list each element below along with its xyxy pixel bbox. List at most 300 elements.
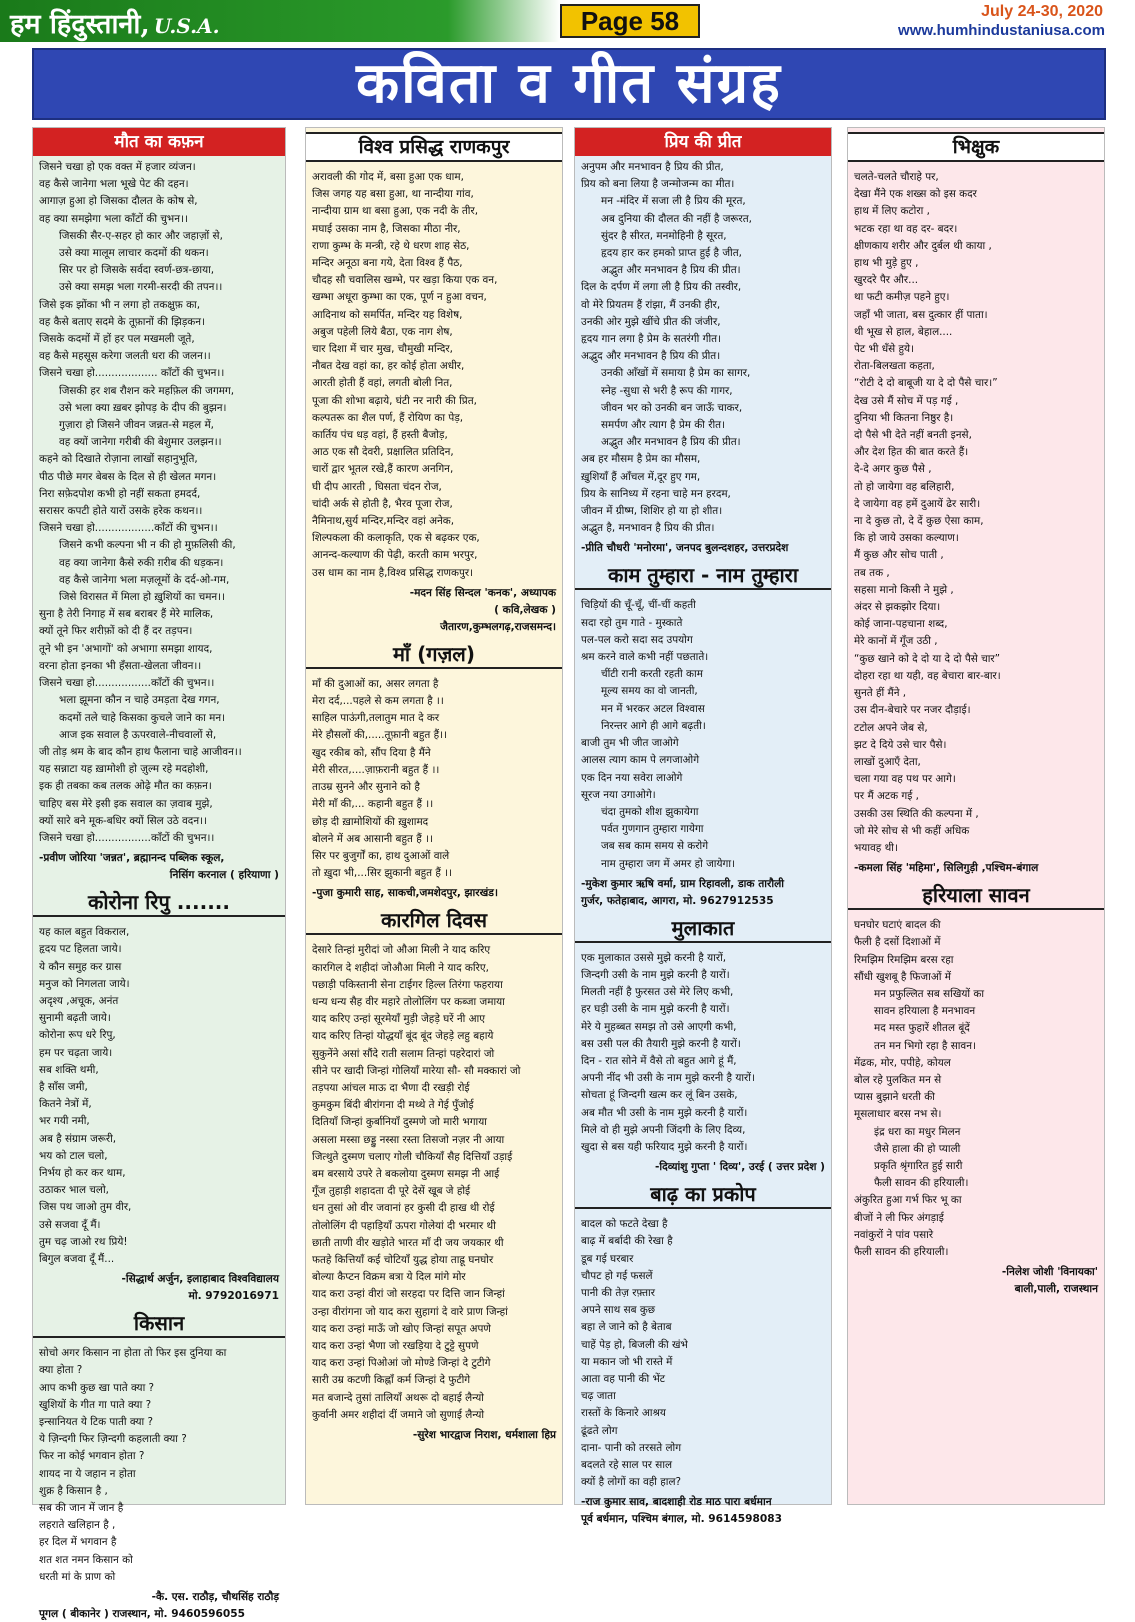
poem-line: मेंढक, मोर, पपीहे, कोयल [854, 1056, 951, 1069]
poem-line: अद्भुत और मनभावन है प्रिय की प्रीत। [601, 264, 741, 277]
poem-line: जिसे इक झोंका भी न लगा हो तकक्षुफ़ का, [39, 298, 201, 311]
poem-line: रोता-बिलखता कहता, [854, 360, 935, 373]
poem-line: पानी की तेज़ रफ़्तार [581, 1286, 655, 1299]
poem-line: तो हो जायेगा वह बलिहारी, [854, 480, 955, 493]
poem-line: क्षीणकाय शरीर और दुर्बल थी काया , [854, 239, 992, 252]
poem-line: इक ही तबका कब तलक ओढ़े मौत का कफ़न। [39, 780, 212, 793]
poem-line: ताउम्र सुनने और सुनाने को है [312, 781, 420, 794]
poem-line: छोड़ दी ख़ामोशियों की ख़ुशामद [312, 815, 429, 828]
poem-line: बिगुल बजवा दूँ मैं... [39, 1252, 115, 1265]
poem-line: अदृश्य ,अचूक, अनंत [39, 994, 119, 1007]
poem-line: अंकुरित हुआ गर्भ फिर भू का [854, 1194, 962, 1207]
poem-line: बदलते रहे साल पर साल [581, 1459, 673, 1471]
poem-credit: -मुकेश कुमार ऋषि वर्मा, ग्राम रिहावली, डाक तारौली [581, 877, 785, 890]
poem-line: अरावली की गोद में, बसा हुआ एक धाम, [312, 171, 464, 183]
poem-line: कितने नेत्रों में, [39, 1098, 92, 1111]
poem-line: कल्पतरू का शैल पर्ण, हैं रोयिण का पेड़, [312, 411, 464, 424]
poem-credit: -दिव्यांशु गुप्ता ' दिव्य', उरई ( उत्तर प्रदेश ) [655, 1161, 825, 1174]
poem-line: उस दीन-बेचारे पर नजर दौड़ाई। [854, 704, 971, 717]
poem-line: मिले वो ही मुझे अपनी जिंदगी के लिए दिव्य, [581, 1123, 746, 1136]
poem-line: खुरदरे पैर और... [854, 274, 919, 287]
poem-line: घनघोर घटाएं बादल की [854, 919, 941, 932]
poem-line: याद करा उन्हां भैणा जो रखड़िया दे टुट्टे सुपणे [312, 1339, 479, 1352]
poem-credit: -पुजा कुमारी साह, साकची,जमशेदपुर, झारखंड। [312, 887, 498, 900]
brand-band [0, 0, 560, 42]
poem-line: भय को टाल चलो, [39, 1149, 108, 1162]
poem-line: वह क्या जानेगा कैसे रुकी ग़रीब की धड़कन। [59, 556, 224, 569]
poem-line: साहिल पाऊंगी,तलातुम मात दे कर [312, 712, 440, 725]
poem-line: मन -मंदिर में सजा ली है प्रिय की मूरत, [601, 195, 746, 208]
poem-line: कुर्वानी अमर शहीदां दीं जमाने जो सुणाई लैन्यो [312, 1408, 485, 1421]
poem-line: अनुपम और मनभावन है प्रिय की प्रीत, [581, 161, 724, 173]
poem-line: जीवन भर को उनकी बन जाऊँ चाकर, [601, 401, 743, 414]
poem-line: अद्भुत और मनभावन है प्रिय की प्रीत। [601, 436, 741, 449]
poem-line: कदमों तले चाहे किसका कुचले जाने का मन। [59, 711, 226, 724]
poem-line: सब शक्ति थमी, [39, 1063, 99, 1076]
poem-line: दे जायेगा वह हमें दुआयें ढेर सारी। [854, 497, 981, 510]
poem-line: आनन्द-कल्याण की पेढ़ी, करती काम भरपुर, [312, 549, 478, 562]
poem-line: मूल्य समय का वो जानती, [601, 685, 698, 698]
brand-suffix: U.S.A. [153, 14, 220, 38]
poem-line: जिस पथ जाओ तुम वीर, [39, 1201, 132, 1214]
poem-credit: -प्रवीण जोरिया 'जन्नत', ब्रह्मानन्द पब्लिक स्कूल, [39, 852, 225, 865]
poem-line: बोलने में अब आसानी बहुत हैं ।। [312, 832, 433, 845]
poem-line: रास्तों के किनारे आश्रय [581, 1407, 666, 1420]
poem-line: पछाड़ी पकिस्तानी सेना टाईगर हिल्ल तिरंगा फहराया [312, 978, 503, 991]
poem-line: ढूंढते लोग [581, 1424, 618, 1437]
poem-credit: गुर्जर, फतेहाबाद, आगरा, मो. 9627912535 [581, 894, 774, 907]
poem-line: मनुज को निगलता जाये। [39, 977, 130, 990]
poem-line: मैं कुछ और सोच पाती , [854, 549, 944, 562]
poem-line: जो मेरे सोच से भी कहीं अधिक [854, 824, 970, 837]
poem-line: जिसने चखा हो..................काँटों की चुभन।। [39, 522, 218, 535]
poem-line: चार दिशा में चार मुख, चौमुखी मन्दिर, [312, 343, 453, 356]
poem-line: चौपट हो गई फसलें [581, 1269, 653, 1282]
poem-title: कारगिल दिवस [306, 907, 562, 935]
poem-line: चींटी रानी करती रहती काम [601, 668, 703, 681]
poem-line: गूँज तुहाड़ी शहादता दी पूरे देसें खूब जे होई [312, 1185, 471, 1198]
poem-line: टटोल अपने जेब से, [854, 721, 928, 734]
poem-line: पल-पल करो सदा सद उपयोग [581, 633, 693, 646]
poem-credit: जैतारण,कुम्भलगढ़,राजसमन्द। [440, 620, 556, 633]
poem-line: चिड़ियों की चूँ-चूँ, चीं-चीं कहती [581, 599, 696, 612]
poem-line: प्यास बुझाने धरती की [854, 1091, 935, 1104]
poem-body [575, 594, 831, 874]
poem-line: चारों द्वार भूतल रखे,हैं कारण अनगिन, [312, 463, 454, 476]
poem-title: प्रिय की प्रीत [575, 128, 831, 156]
poem-body [575, 1213, 831, 1493]
poem-line: पेट भी धँसे हुये। [854, 343, 914, 356]
poem-title: बाढ़ का प्रकोप [575, 1181, 831, 1209]
poem-line: बीजों ने ली फिर अंगड़ाई [854, 1211, 944, 1224]
poem-line: “रोटी दे दो बाबूजी या दे दो पैसे चार।” [854, 377, 998, 390]
poem-line: मिलती नहीं है फुरसत उसे मेरे लिए कभी, [581, 986, 734, 999]
masthead [0, 0, 1135, 42]
poem-line: पीठ पीछे मगर बेबस के दिल से ही खेलत मगन। [39, 470, 217, 483]
poem-line: प्रिय को बना लिया है जन्मोजन्म का मीत। [581, 178, 735, 191]
poem-line: खुद रकीब को, सौंप दिया है मैंने [312, 746, 431, 759]
poem-line: ये कौन समुह कर ग्रास [39, 960, 122, 973]
poem-line: अब मौत भी उसी के नाम मुझे करनी है यारों। [581, 1106, 748, 1119]
poem-line: सोचता हूं जिन्दगी खत्म कर लूं बिन उसके, [581, 1089, 738, 1102]
poem-line: आज इक सवाल है ऊपरवाले-नीचवालों से, [59, 728, 217, 741]
column-1 [32, 127, 286, 1621]
poem-line: जब सब काम समय से करोगे [601, 840, 709, 853]
poem-line: धरती मां के प्राण को [39, 1570, 116, 1583]
poem-line: उनकी ओर मुझे खींचे प्रीत की जंजीर, [581, 315, 721, 328]
poem-body [33, 1342, 285, 1588]
poem-line: वह कैसे बताए सदमे के तूफ़ानों की झिड़कन। [39, 315, 205, 328]
poem-line: उन्हा वीरांगना जो याद करा सुहागां दे वारे प्राण जिन्हां [312, 1305, 508, 1318]
poem-line: सौंधी खुशबू है फिजाओं में [854, 970, 951, 983]
poem-body [306, 939, 562, 1426]
poem-title: किसान [33, 1310, 285, 1338]
poem-body [33, 921, 285, 1270]
poem-line: समर्पण और त्याग है प्रेम की रीत। [601, 419, 726, 432]
section-banner: कविता व गीत संग्रह [32, 48, 1106, 120]
poem-body [848, 166, 1104, 859]
poem-line: तो ख़ुदा भी,...सिर झुकानी बहुत हैं ।। [312, 867, 453, 880]
poem-line: बाजी तुम भी जीत जाओगे [581, 737, 679, 750]
poem-line: दितियाँ जिन्हां कुर्बानियाँ दुस्मणे जो मारी भगाया [312, 1116, 487, 1129]
poem-title: विश्व प्रसिद्ध राणकपुर [306, 132, 562, 162]
poem-credit: -राज कुमार साव, बादशाही रोड माठ पारा बर्धमान [581, 1496, 772, 1509]
poem-line: आलस त्याग काम पे लगजाओगे [581, 754, 700, 767]
poem-line: हर घड़ी उसी के नाम मुझे करनी है यारों। [581, 1003, 730, 1016]
poem-line: स्नेह -सुधा से भरी है रूप की गागर, [601, 384, 733, 397]
poem-line: मूसलाधार बरस नभ से। [854, 1108, 942, 1121]
poem-line: हम पर चढ़ता जाये। [39, 1046, 113, 1059]
poem-line: रिमझिम रिमझिम बरस रहा [854, 953, 954, 966]
poem-line: लहराते खलिहान है , [39, 1519, 116, 1532]
poem-line: मत बजान्दे तुसां तालियाँ अथरू दो बहाई लैन्यो [312, 1391, 484, 1404]
poem-line: उस धाम का नाम है,विश्व प्रसिद्ध राणकपुर। [312, 566, 474, 579]
poem-line: फिर ना कोई भगवान होता ? [39, 1450, 145, 1463]
poem-line: सीने पर खादी जिन्हां गोलियाँ मारेया सौ- सौ मक्कारां जो [312, 1064, 521, 1077]
poem-line: है साँस जमी, [39, 1080, 88, 1093]
brand-logo [10, 4, 220, 41]
poem-line: डूब गई घरबार [581, 1252, 634, 1265]
poem-line: जिसे विरासत में मिला हो ख़ुशियों का चमन।। [59, 591, 226, 604]
poem-line: उसे भला क्या ख़बर झोपड़ के दीप की बुझन। [59, 401, 227, 414]
poem-line: हाथ भी मुड़े हुए , [854, 257, 919, 270]
poem-line: याद करा उन्हां वीरां जो सरहदा पर दित्ति जान जिन्हां [312, 1288, 505, 1301]
poem-title: मौत का कफ़न [33, 128, 285, 156]
poem-line: अब दुनिया की दौलत की नहीं है जरूरत, [601, 212, 752, 225]
poem-line: कि हो जाये उसका कल्याण। [854, 532, 959, 545]
poem-title: माँ (गज़ल) [306, 641, 562, 669]
poem-line: क्या होता ? [39, 1364, 83, 1377]
poem-line: बम बरसाये उपरे ते बकलोया दुस्मण समझ नी आई [312, 1167, 500, 1180]
poem-credit: निसिंग करनाल ( हरियाणा ) [169, 869, 279, 882]
poem-body [33, 156, 285, 849]
poem-line: घी दीप आरती , घिसता चंदन रोज, [312, 480, 442, 493]
poem-line: सरासर कपटी होते यारों उसके हरेक कथन।। [39, 505, 203, 518]
poem-title: हरियाला सावन [848, 882, 1104, 910]
poem-line: जिसने कभी कल्पना भी न की हो मुफ़लिसी की, [59, 539, 236, 552]
poem-line: क्यों तूने फिर शरीफ़ों को दी हैं दर तड़पन। [39, 625, 193, 638]
poem-line: उसे क्या समझ भला गरमी-सरदी की तपन।। [59, 281, 223, 294]
poem-body [575, 947, 831, 1158]
poem-line: यह काल बहुत विकराल, [39, 926, 130, 939]
poem-line: वरना होता इनका भी हँसता-खेलता जीवन।। [39, 659, 202, 672]
poem-line: यह सन्नाटा यह ख़ामोशी हो ज़ुल्म रहे मदहोशी, [39, 763, 209, 776]
poem-line: बस उसी पल की तैयारी मुझे करनी है यारों। [581, 1037, 741, 1050]
poem-line: कहने को दिखाते रोज़ाना लाखों सहानुभूति, [39, 453, 198, 466]
poem-title: काम तुम्हारा - नाम तुम्हारा [575, 562, 831, 590]
poem-line: खम्भा अधूरा कुम्भा का एक, पूर्ण न हुआ वचन, [312, 291, 487, 304]
poem-line: कार्तिय पंच धड़ वहां, हैं हस्ती बैजोड़, [312, 429, 448, 442]
poem-line: या मकान जो भी रास्ते में [581, 1355, 673, 1368]
poem-line: मन्दिर अनूठा बना गये, देता विश्व हैं पैठ, [312, 257, 463, 270]
poem-line: वह क्या समझेगा भला काँटों की चुभन।। [39, 212, 188, 225]
poem-credit: -कमला सिंह 'महिमा', सिलिगुड़ी ,पश्चिम-बंगाल [854, 862, 1039, 875]
poem-line: सुना है तेरी निगाह में सब बराबर हैं मेरे मालिक, [39, 608, 214, 621]
poem-line: वह कैसे महसूस करेगा जलती धरा की जलन।। [39, 350, 211, 363]
poem-line: इन्सानियत ये टिक पाती क्या ? [39, 1416, 154, 1428]
poem-line: अबुज पहेली लिये बैठा, एक नाग शेष, [312, 325, 453, 338]
poem-credit: ( कवि,लेखक ) [494, 603, 556, 616]
poem-line: कुमकुम बिंदी बीरांगना दी मथ्थे ते गेई पुँजोई [312, 1099, 474, 1112]
poem-line: अंदर से झकझोर दिया। [854, 601, 941, 614]
poem-line: सहसा मानो किसी ने मुझे , [854, 583, 954, 596]
poem-line: आरती होती हैं वहां, लगती बोली नित, [312, 377, 453, 390]
poem-line: जित्थुते दुस्मण चलाए गोली चौकियाँ सैह दित्तियाँ उड़ाई [312, 1150, 513, 1163]
poem-line: चाहें पेड़ हो, बिजली की खंभे [581, 1338, 688, 1351]
poem-line: अब हर मौसम है प्रेम का मौसम, [581, 453, 701, 466]
poem-line: उनकी आँखों में समाया है प्रेम का सागर, [601, 367, 751, 380]
poem-line: राणा कुम्भ के मन्त्री, रहे थे धरण शाह सेठ, [312, 239, 470, 252]
poem-line: उठाकर भाल चलो, [39, 1184, 109, 1197]
poem-title: मुलाकात [575, 915, 831, 943]
poem-line: “कुछ खाने को दे दो या दे दो पैसे चार” [854, 652, 1001, 665]
poem-line: क्यों है लोगों का वही हाल? [581, 1476, 682, 1489]
poem-line: बादल को फटते देखा है [581, 1218, 668, 1231]
poem-line: तड़पया आंचल माऊ दा भैणा दी रखड़ी रोई [312, 1081, 470, 1094]
poem-line: अपने साथ सब कुछ [581, 1304, 656, 1317]
poem-line: फैली है दसों दिशाओं में [854, 936, 941, 949]
poem-line: नाम तुम्हारा जग में अमर हो जायेगा। [601, 857, 735, 870]
poem-line: चौदह सौ चवालिस खम्भे, पर खड़ा किया एक वन, [312, 274, 498, 287]
poem-line: हृदय पट हिलता जाये। [39, 943, 122, 956]
poem-credit: बाली,पाली, राजस्थान [1014, 1283, 1098, 1296]
poem-line: मघाई उसका नाम है, जिसका मीठा नीर, [312, 222, 461, 235]
poem-line: मेरे कानों में गूँज उठी , [854, 635, 938, 648]
poem-line: बहा ले जाने को है बेताब [581, 1321, 672, 1334]
poem-line: वो मेरे प्रियतम हैं रांझा, मैं उनकी हीर, [581, 298, 721, 311]
page-number-badge: Page 58 [560, 4, 700, 38]
poem-line: आदिनाथ को समर्पित, मन्दिर यह विशेष, [312, 308, 463, 321]
poem-line: भला झूमना कौन न चाहे उमड़ता देख गगन, [59, 694, 220, 707]
poem-line: सूरज नया उगाओगे। [581, 788, 656, 801]
poem-line: सारी उम्र कटणी किह्नाँ कर्म जिन्हां दे फुटीगे [312, 1374, 471, 1387]
poem-line: हृदय गान लगा है प्रेम के सतरंगी गीत। [581, 333, 722, 346]
poem-line: पर्वत गुणगान तुम्हारा गायेगा [601, 823, 704, 836]
poem-line: ये ज़िन्दगी फिर ज़िन्दगी कहलाती क्या ? [39, 1433, 187, 1446]
poem-line: दो पैसे भी देते नहीं बनती इनसे, [854, 429, 972, 442]
poem-line: आता वह पानी की भेंट [581, 1372, 666, 1385]
poem-line: भटक रहा था वह दर- बदर। [854, 222, 958, 235]
poem-line: इंद्र धरा का मधुर मिलन [874, 1125, 961, 1138]
poem-line: आगाज़ हुआ हो जिसका दौलत के कोष से, [39, 195, 198, 208]
poem-body [306, 673, 562, 884]
poem-line: श्रम करने वाले कभी नहीं पछताते। [581, 651, 709, 664]
poem-line: तन मन भिगो रहा है सावन। [874, 1039, 976, 1052]
poem-line: मेरी सीरत,....ज़ाफ़रानी बहुत हैं ।। [312, 763, 440, 776]
poem-line: आठ एक सौ देवरी, प्रक्षालित प्रतिदिन, [312, 446, 454, 459]
poem-line: तब तक , [854, 566, 890, 579]
poem-line: तुम चढ़ जाओ रथ प्रिये! [39, 1235, 128, 1248]
poem-line: धन्य धन्य सैह वीर महारे तोलोलिंग पर कब्जा जमाया [312, 995, 505, 1008]
poem-line: आप कभी कुछ खा पाते क्या ? [39, 1381, 155, 1394]
poem-line: जहाँ भी जाता, बस दुत्कार हीं पाता। [854, 308, 988, 321]
poem-line: फैली सावन की हरियाली। [854, 1245, 949, 1258]
poem-line: सुंदर है सीरत, मनमोहिनी है सूरत, [601, 229, 727, 242]
poem-credit: -कै. एस. राठौड़, चौथसिंह राठौड़ [151, 1591, 279, 1604]
poem-line: जिसके कदमों में हों हर पल मखमली जूते, [39, 333, 195, 346]
poem-credit: -प्रीति चौधरी 'मनोरमा', जनपद बुलन्दशहर, उत्तरप्रदेश [581, 542, 789, 555]
poem-line: सुनते हीं मैंने , [854, 687, 907, 700]
poem-line: जी तोड़ श्रम के बाद कौन हाथ फैलाना चाहे आजीवन।। [39, 745, 242, 758]
poem-line: दे-दे अगर कुछ पैसे , [854, 463, 932, 476]
poem-line: मद मस्त फुहारें शीतल बूंदें [874, 1022, 970, 1035]
poem-line: एक मुलाकात उससे मुझे करनी है यारों, [581, 951, 727, 964]
poem-line: पूजा की शोभा बढ़ाये, घंटी नर नारी की प्रित, [312, 394, 477, 407]
poem-line: था फटी कमीज़ पहने हुए। [854, 291, 950, 304]
poem-line: जैसे हाला की हो प्याली [874, 1142, 961, 1155]
poem-credit: -सिद्धार्थ अर्जुन, इलाहाबाद विश्वविद्यालय [121, 1273, 279, 1286]
poem-line: सब की जान में जान है [39, 1502, 124, 1515]
poem-line: माँ की दुआओं का, असर लगता है [312, 677, 439, 690]
poem-line: हृदय हार कर हमको प्राप्त हुई है जीत, [601, 247, 742, 260]
poem-credit: -निलेश जोशी 'विनायका' [1001, 1266, 1098, 1279]
website-link[interactable]: www.humhindustaniusa.com [898, 22, 1105, 39]
poem-line: जीवन में ग्रीष्म, शिशिर हो या हो शीत। [581, 505, 723, 518]
poem-line: जिसकी हर शब रौशन करे महफ़िल की जगमग, [59, 384, 235, 397]
poem-line: कोई जाना-पहचाना शब्द, [854, 618, 948, 631]
poem-line: तूने भी इन 'अभागों' को अभागा समझा शायद, [39, 642, 213, 655]
poem-line: पर मैं अटक गई , [854, 790, 919, 803]
poem-line: वह कैसे जानेगा भला भूखे पेट की दहन। [39, 178, 189, 191]
poem-line: देखा मैंने एक शख्स को इस कदर [854, 188, 977, 201]
poem-credit: पूगल ( बीकानेर ) राजस्थान, मो. 9460596055 [39, 1608, 245, 1621]
poem-line: उसकी उस स्थिति की कल्पना में , [854, 807, 979, 820]
poem-line: सावन हरियाला है मनभावन [874, 1005, 976, 1018]
poem-line: सुकुनेंने असां सौंदे राती सलाम तिन्हां पहरेदारां जो [312, 1047, 495, 1060]
poem-line: चला गया वह पथ पर आगे। [854, 773, 956, 786]
poem-line: शत शत नमन किसान को [39, 1553, 133, 1566]
poem-line: हाथ में लिए कटोरा , [854, 205, 930, 218]
poem-title: कोरोना रिपु ....... [33, 889, 285, 917]
poem-line: धन तुसां ओ वीर जवानां हर कुसी दी हाख थी रोई [312, 1202, 495, 1215]
poem-line: नवांकुरों ने पांव पसारे [854, 1228, 934, 1241]
column-2 [305, 127, 563, 1505]
poem-line: मेरे हौसलों की,.....तूफ़ानी बहुत हैं।। [312, 729, 447, 742]
poem-line: सदा रहो तुम गाते - मुस्काते [581, 616, 683, 629]
poem-line: हर दिल में भगवान है [39, 1536, 117, 1549]
poem-line: भयावह थी। [854, 841, 898, 854]
poem-line: चढ़ जाता [581, 1390, 616, 1403]
poem-line: थी भूख से हाल, बेहाल.... [854, 325, 953, 338]
poem-line: नौबत देख वहां का, हर कोई होता अधीर, [312, 360, 465, 373]
poem-line: खुशियों के गीत गा पाते क्या ? [39, 1398, 152, 1411]
poem-line: मेरे ये मुहब्बत समझ तो उसे आएगी कभी, [581, 1020, 737, 1033]
poem-line: याद करिए तिन्हां योद्धयाँ बूंद बूंद जेहड़े लहु बहाये [312, 1030, 494, 1043]
poem-line: मेरा दर्द,...पहले से कम लगता है ।। [312, 695, 444, 708]
poem-line: अद्भुद और मनभावन है प्रिय की प्रीत। [581, 350, 721, 363]
poem-line: छाती ताणी वीर खड़ोते भारत माँ दी जय जयकार थी [312, 1236, 504, 1249]
poem-line: चांदी अर्क से होती है, भैरव पूजा रोज, [312, 497, 453, 510]
poem-line: जिस जगह यह बसा हुआ, था नान्दीया गांव, [312, 188, 474, 201]
poem-title: भिक्षुक [848, 132, 1104, 162]
poem-line: दोहरा रहा था यही, वह बेचारा बार-बार। [854, 669, 1001, 682]
poem-line: याद करा उन्हां पिओआं जो मोण्डे जिन्हां दे टुटीगे [312, 1357, 491, 1370]
poem-line: निरन्तर आगे ही आगे बढ़ती। [601, 719, 706, 732]
poem-credit: मो. 9792016971 [188, 1290, 279, 1303]
poem-line: तोलोलिंग दी पहाड़ियाँ ऊपरा गोलेयां दी भरमार थी [312, 1219, 496, 1232]
poem-line: क्यों सारे बने मूक-बधिर क्यों सिल उठे वदन।। [39, 814, 207, 827]
poem-credit: पूर्व बर्धमान, पश्चिम बंगाल, मो. 9614598083 [581, 1513, 782, 1526]
poem-line: चाहिए बस मेरे इसी इक सवाल का ज़वाब मुझे, [39, 797, 213, 810]
poem-line: उसे क्या मालूम लाचार कदमों की थकन। [59, 247, 209, 260]
column-4 [847, 127, 1105, 1505]
poem-line: मन प्रफुल्लित सब सखियों का [874, 987, 985, 1000]
poem-line: और देश हित की बात करते हैं। [854, 446, 969, 459]
poem-line: वह क्यों जानेगा गरीबी की बेशुमार उलझन।। [59, 436, 222, 449]
poem-line: कोरोना रूप धरे रिपु, [39, 1029, 116, 1042]
poem-line: मन में भरकर अटल विश्वास [601, 702, 705, 715]
column-3 [574, 127, 832, 1526]
poem-line: जिसने चखा हो................... काँटों की चुभन।। [39, 367, 225, 380]
issue-date: July 24-30, 2020 [981, 3, 1103, 20]
poem-line: सिर पर हो जिसके सर्वदा स्वर्ण-छत्र-छाया, [59, 264, 215, 277]
poem-line: देसारे तिन्हां मुरीदां जो औआ मिली ने याद करिए [312, 944, 491, 957]
poem-line: दिन - रात सोने में वैसे तो बहुत आगे हूं मैं, [581, 1054, 737, 1067]
poem-line: याद करिए उन्हां सूरमेयाँ मुड़ी जेहड़े घरें नी आए [312, 1013, 486, 1026]
poem-line: फतहे कित्तियाँ कई चोटियाँ युद्ध होया ताह्रू घनघोर [312, 1253, 494, 1266]
poem-line: दुनिया भी कितना निष्ठुर है। [854, 411, 954, 424]
poem-credit: -सुरेश भारद्वाज निराश, धर्मशाला हिप्र [412, 1429, 556, 1441]
poem-line: शायद ना ये जहान न होता [39, 1467, 136, 1480]
poem-line: सुनामी बढ़ती जाये। [39, 1012, 111, 1025]
poem-line: नैमिनाथ,सुर्य मन्दिर,मन्दिर वहां अनेक, [312, 515, 455, 528]
poem-line: चंदा तुमको शीश झुकायेगा [601, 805, 699, 818]
poem-line: फैली सावन की हरियाली। [874, 1177, 969, 1190]
poem-line: लाखों दुआएँ देता, [854, 755, 921, 768]
poem-line: गुज़ारा हो जिसने जीवन जन्नत-से महल में, [59, 419, 214, 432]
poem-line: वह कैसे जानेगा भला मज़लूमों के दर्द-ओ-गम, [59, 573, 230, 586]
poem-line: चलते-चलते चौराहे पर, [854, 171, 939, 183]
poem-line: देख उसे मैं सोच में पड़ गई , [854, 394, 959, 407]
poem-line: अद्भुत है, मनभावन है प्रिय की प्रीत। [581, 522, 715, 535]
poem-line: नान्दीया ग्राम था बसा हुआ, एक नदी के तीर, [312, 205, 479, 218]
poem-line: जिसने चखा हो.................काँटों की चुभन।। [39, 677, 215, 690]
poem-line: बोल रहे पुलकित मन से [854, 1073, 942, 1086]
poem-line: कारगिल दे शहीदां जोऔआ मिली ने याद करिए, [312, 961, 489, 974]
brand-name: हम हिंदुस्तानी, [10, 9, 150, 40]
poem-line: जिन्दगी उसी के नाम मुझे करनी है यारों। [581, 968, 730, 981]
poem-line: निर्भय हो कर कर थाम, [39, 1166, 126, 1179]
poem-line: सोचो अगर किसान ना होता तो फिर इस दुनिया का [39, 1347, 227, 1360]
poem-line: शुक्र है किसान है , [39, 1484, 108, 1497]
poem-credit: -मदन सिंह सिन्दल 'कनक', अध्यापक [409, 586, 556, 599]
poem-line: ना दे कुछ तो, दे दें कुछ ऐसा काम, [854, 515, 984, 528]
poem-line: जिसने चखा हो एक वक्त में हजार व्यंजन। [39, 161, 196, 173]
poem-line: दाना- पानी को तरसते लोग [581, 1441, 682, 1454]
poem-line: अब है संग्राम जरूरी, [39, 1132, 117, 1145]
poem-line: निरा सफ़ेदपोश कभी हो नहीं सकता हमदर्द, [39, 487, 201, 500]
poem-line: याद करा उन्हां माऊँ जो खोए जिन्हां सपूत अपणे [312, 1322, 491, 1335]
